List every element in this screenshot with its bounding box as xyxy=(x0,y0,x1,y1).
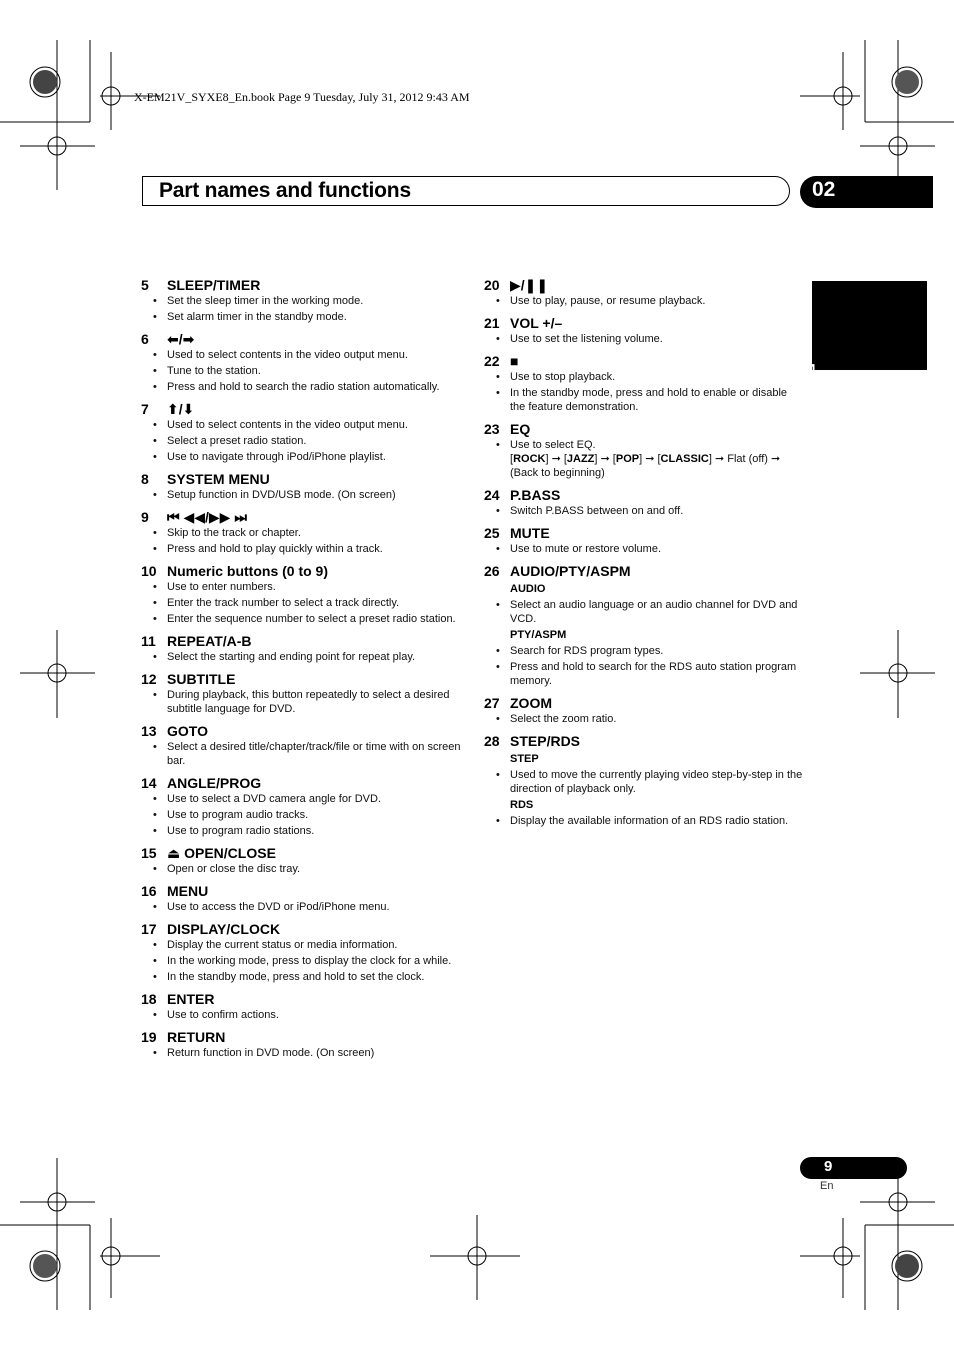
eq-classic: CLASSIC xyxy=(660,453,709,465)
page-title-bar xyxy=(142,176,790,206)
item-number: 21 xyxy=(484,315,500,331)
item-title: DISPLAY/CLOCK xyxy=(167,921,281,937)
item-title: ■ xyxy=(510,353,519,369)
list-item xyxy=(141,775,466,838)
item-number: 10 xyxy=(141,563,157,579)
item-bullet: • In the working mode, press to display the clock for a while. xyxy=(167,954,466,968)
item-bullet: • During playback, this button repeatedly to select a desired subtitle language for DVD. xyxy=(167,688,466,716)
item-title: ⏮ ◀◀/▶▶ ⏭ xyxy=(167,509,247,525)
item-title: SUBTITLE xyxy=(167,671,236,687)
item-number: 14 xyxy=(141,775,157,791)
item-bullet: • Used to move the currently playing video step-by-step in the direction of playback only. xyxy=(510,768,804,796)
item-title: ⬆/⬇ xyxy=(167,401,195,417)
item-bullet: • Use to enter numbers. xyxy=(167,580,466,594)
eq-rock: ROCK xyxy=(513,453,546,465)
item-bullet: • Search for RDS program types. xyxy=(510,644,804,658)
item-bullet: • Select a desired title/chapter/track/file or time with on screen bar. xyxy=(167,740,466,768)
language-tab xyxy=(799,281,927,425)
item-bullet: • Use to set the listening volume. xyxy=(510,332,804,346)
list-item xyxy=(141,845,466,876)
item-subheading: PTY/ASPM xyxy=(510,629,567,641)
item-bullet: • Use to select EQ. xyxy=(510,438,804,452)
print-info-line: X-EM21V_SYXE8_En.book Page 9 Tuesday, July 31, 2012 9:43 AM xyxy=(134,90,470,104)
language-tab-label: English xyxy=(799,363,818,425)
left-column xyxy=(141,277,466,1067)
list-item xyxy=(484,421,804,480)
item-bullet: • Use to confirm actions. xyxy=(167,1008,466,1022)
item-title: Numeric buttons (0 to 9) xyxy=(167,563,329,579)
item-title: ⬅/➡ xyxy=(167,331,195,347)
item-title: AUDIO/PTY/ASPM xyxy=(510,563,631,579)
item-title: P.BASS xyxy=(510,487,561,503)
item-bullet: • Use to access the DVD or iPod/iPhone menu. xyxy=(167,900,466,914)
item-title: ANGLE/PROG xyxy=(167,775,262,791)
item-bullet: • Display the available information of an RDS radio station. xyxy=(510,814,804,828)
item-number: 23 xyxy=(484,421,500,437)
item-number: 18 xyxy=(141,991,157,1007)
item-title: VOL +/– xyxy=(510,315,563,331)
page-title: Part names and functions xyxy=(159,179,411,202)
item-bullet: • In the standby mode, press and hold to set the clock. xyxy=(167,970,466,984)
item-bullet: • Set the sleep timer in the working mode. xyxy=(167,294,466,308)
item-number: 19 xyxy=(141,1029,157,1045)
item-title: ▶/❚❚ xyxy=(510,277,549,293)
item-bullet: • Enter the sequence number to select a preset radio station. xyxy=(167,612,466,626)
item-number: 16 xyxy=(141,883,157,899)
item-title: REPEAT/A-B xyxy=(167,633,252,649)
item-number: 8 xyxy=(141,471,149,487)
list-item xyxy=(141,277,466,324)
item-bullet: • Press and hold to search the radio station automatically. xyxy=(167,380,466,394)
item-bullet: • Enter the track number to select a track directly. xyxy=(167,596,466,610)
list-item xyxy=(141,671,466,716)
list-item xyxy=(484,563,804,688)
item-bullet: • Switch P.BASS between on and off. xyxy=(510,504,804,518)
eq-sequence: [ROCK] ➞ [JAZZ] ➞ [POP] ➞ [CLASSIC] ➞ Flat (off) ➞ (Back to beginning) xyxy=(510,453,781,479)
item-bullet: • Display the current status or media information. xyxy=(167,938,466,952)
list-item xyxy=(484,277,804,308)
item-number: 28 xyxy=(484,733,500,749)
page-number-badge xyxy=(800,1157,907,1179)
item-bullet: • Select a preset radio station. xyxy=(167,434,466,448)
item-bullet: • Open or close the disc tray. xyxy=(167,862,466,876)
item-subheading: AUDIO xyxy=(510,583,546,595)
item-number: 7 xyxy=(141,401,149,417)
right-column xyxy=(484,277,804,835)
list-item xyxy=(484,315,804,346)
item-number: 5 xyxy=(141,277,149,293)
chapter-number: 02 xyxy=(812,178,836,201)
item-bullet: • Select the starting and ending point for repeat play. xyxy=(167,650,466,664)
list-item xyxy=(141,563,466,626)
item-title: GOTO xyxy=(167,723,208,739)
item-title: ⏏ OPEN/CLOSE xyxy=(167,845,276,861)
list-item xyxy=(484,353,804,414)
list-item xyxy=(141,991,466,1022)
list-item xyxy=(484,733,804,828)
item-number: 20 xyxy=(484,277,500,293)
list-item xyxy=(141,921,466,984)
item-title: EQ xyxy=(510,421,531,437)
chapter-badge xyxy=(800,176,933,208)
item-subheading: STEP xyxy=(510,753,539,765)
item-subheading: RDS xyxy=(510,799,534,811)
item-bullet: • Use to program audio tracks. xyxy=(167,808,466,822)
list-item xyxy=(484,525,804,556)
eq-jazz: JAZZ xyxy=(566,453,595,465)
item-number: 27 xyxy=(484,695,500,711)
item-number: 25 xyxy=(484,525,500,541)
eq-back: (Back to beginning) xyxy=(510,467,605,479)
item-title: STEP/RDS xyxy=(510,733,581,749)
list-item xyxy=(484,695,804,726)
item-bullet: • Used to select contents in the video output menu. xyxy=(167,348,466,362)
list-item xyxy=(141,401,466,464)
item-number: 12 xyxy=(141,671,157,687)
item-bullet: • Press and hold to search for the RDS auto station program memory. xyxy=(510,660,804,688)
item-title: ENTER xyxy=(167,991,215,1007)
item-bullet: • Press and hold to play quickly within a track. xyxy=(167,542,466,556)
item-bullet: • Select the zoom ratio. xyxy=(510,712,804,726)
list-item xyxy=(484,487,804,518)
item-number: 9 xyxy=(141,509,149,525)
list-item xyxy=(141,471,466,502)
item-number: 15 xyxy=(141,845,157,861)
list-item xyxy=(141,883,466,914)
item-title: RETURN xyxy=(167,1029,226,1045)
item-bullet: • Select an audio language or an audio channel for DVD and VCD. xyxy=(510,598,804,626)
item-number: 11 xyxy=(141,633,156,649)
item-number: 26 xyxy=(484,563,500,579)
eq-flat: Flat (off) xyxy=(727,453,768,465)
eq-pop: POP xyxy=(615,453,640,465)
item-number: 6 xyxy=(141,331,149,347)
item-title: SLEEP/TIMER xyxy=(167,277,261,293)
page-number: 9 xyxy=(824,1158,833,1175)
item-bullet: • Use to select a DVD camera angle for DVD. xyxy=(167,792,466,806)
item-title: SYSTEM MENU xyxy=(167,471,270,487)
item-number: 22 xyxy=(484,353,500,369)
list-item xyxy=(141,633,466,664)
item-bullet: • Used to select contents in the video output menu. xyxy=(167,418,466,432)
item-bullet: • Skip to the track or chapter. xyxy=(167,526,466,540)
list-item xyxy=(141,723,466,768)
item-bullet: • Return function in DVD mode. (On screen) xyxy=(167,1046,466,1060)
item-bullet: • Set alarm timer in the standby mode. xyxy=(167,310,466,324)
item-bullet: • In the standby mode, press and hold to enable or disable the feature demonstration. xyxy=(510,386,804,414)
item-bullet: • Use to navigate through iPod/iPhone playlist. xyxy=(167,450,466,464)
item-bullet: • Use to stop playback. xyxy=(510,370,804,384)
item-title: MUTE xyxy=(510,525,550,541)
item-bullet: • Use to play, pause, or resume playback. xyxy=(510,294,804,308)
item-number: 13 xyxy=(141,723,157,739)
list-item xyxy=(141,509,466,556)
item-title: ZOOM xyxy=(510,695,552,711)
item-number: 17 xyxy=(141,921,157,937)
item-bullet: • Use to mute or restore volume. xyxy=(510,542,804,556)
item-bullet: • Tune to the station. xyxy=(167,364,466,378)
item-bullet: • Use to program radio stations. xyxy=(167,824,466,838)
item-bullet: • Setup function in DVD/USB mode. (On screen) xyxy=(167,488,466,502)
list-item xyxy=(141,1029,466,1060)
item-number: 24 xyxy=(484,487,500,503)
item-title: MENU xyxy=(167,883,209,899)
page-language-code: En xyxy=(820,1180,834,1192)
list-item xyxy=(141,331,466,394)
